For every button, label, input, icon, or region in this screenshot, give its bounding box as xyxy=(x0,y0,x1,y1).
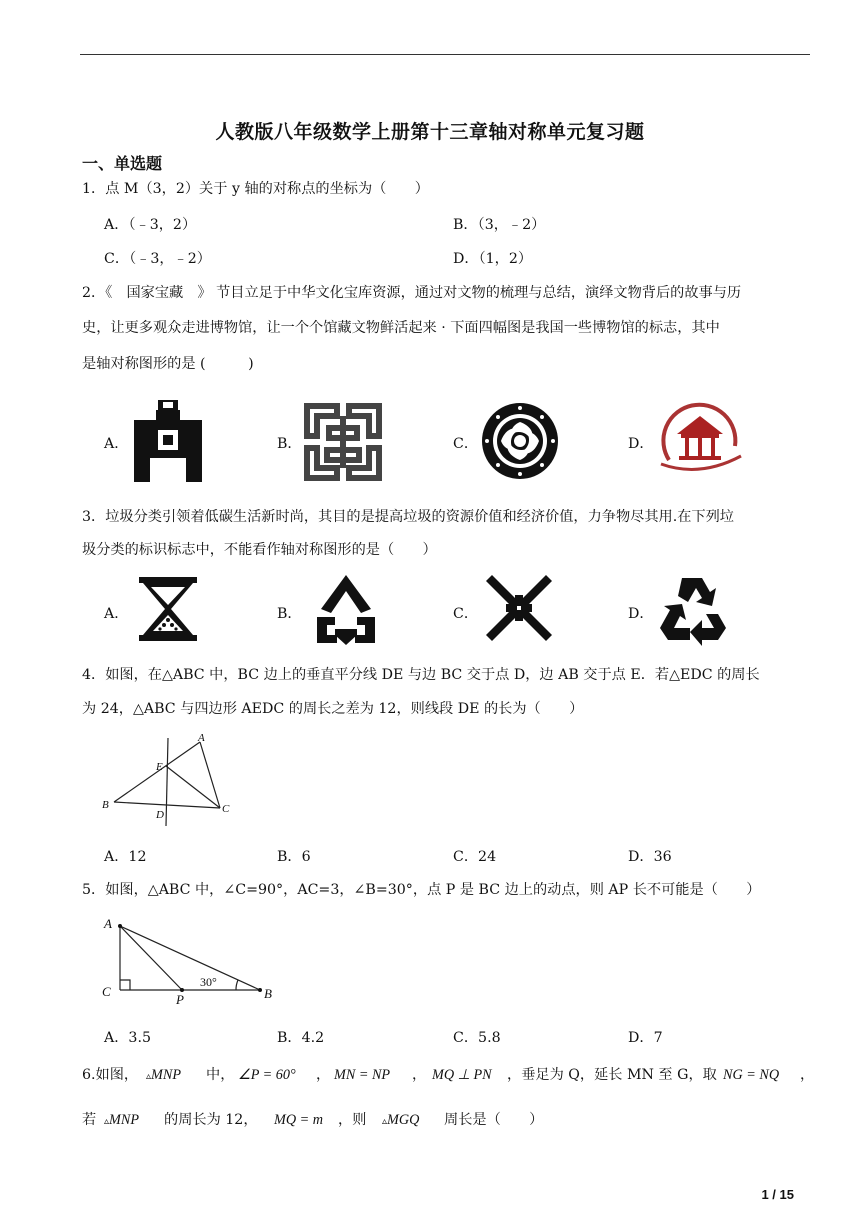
q5-angle-label: 30° xyxy=(200,975,217,989)
q6-triangle-mnp: ▵MNP xyxy=(146,1067,181,1083)
q2-label-a: A． xyxy=(104,436,129,452)
q1-option-a: A．（﹣3，2） xyxy=(104,217,197,233)
page-title: 人教版八年级数学上册第十三章轴对称单元复习题 xyxy=(215,121,645,143)
recycle-arrow-b-icon xyxy=(313,573,379,645)
q5-triangle-figure xyxy=(100,912,280,1007)
q3-label-c: C． xyxy=(453,606,479,622)
q5-label-b: B xyxy=(264,986,272,1001)
q2-line-2: 史，让更多观众走进博物馆，让一个个馆藏文物鲜活起来 · 下面四幅图是我国一些博物馆的标志，其中 xyxy=(82,320,720,336)
q1-stem: 1．点 M（3，2）关于 y 轴的对称点的坐标为（ ） xyxy=(82,181,429,197)
q5-option-c: C．5.8 xyxy=(453,1030,501,1046)
q6-triangle-mnp-label: MNP xyxy=(151,1067,181,1083)
q4-line-2: 为 24，△ABC 与四边形 AEDC 的周长之差为 12，则线段 DE 的长为（ ） xyxy=(82,701,584,717)
q6-triangle-mgq-label: MGQ xyxy=(387,1112,420,1128)
q2-label-c: C． xyxy=(453,436,479,452)
q1-option-d: D．（1，2） xyxy=(453,251,533,267)
q6-comma-1: ， xyxy=(316,1067,331,1083)
q1-option-c: C．（﹣3，﹣2） xyxy=(104,251,211,267)
q5-label-a: A xyxy=(104,916,112,931)
q6-math-mq-m: MQ = m xyxy=(274,1112,323,1128)
section-heading: 一、单选题 xyxy=(82,154,163,173)
q6-text-1: 6.如图， xyxy=(82,1067,139,1083)
q4-line-1: 4．如图，在△ABC 中，BC 边上的垂直平分线 DE 与边 BC 交于点 D，边 AB 交于点 E．若△EDC 的周长 xyxy=(82,667,760,683)
q6-comma-2: ， xyxy=(412,1067,427,1083)
q6-math-mn-np: MN = NP xyxy=(334,1067,391,1083)
q2-label-d: D． xyxy=(628,436,654,452)
q3-line-1: 3．垃圾分类引领着低碳生活新时尚，其目的是提高垃圾的资源价值和经济价值，力争物尽其用.在下列垃 xyxy=(82,509,734,525)
header-rule xyxy=(80,54,810,55)
q6-math-ng-nq: NG = NQ xyxy=(723,1067,780,1083)
q1-option-b: B．（3，﹣2） xyxy=(453,217,546,233)
q4-label-c: C xyxy=(222,803,230,815)
page-number: 1 / 15 xyxy=(761,1187,794,1202)
q3-line-2: 圾分类的标识标志中，不能看作轴对称图形的是（ ） xyxy=(82,542,437,558)
q5-line-1: 5．如图，△ABC 中，∠C=90°，AC=3，∠B=30°，点 P 是 BC 边上的动点，则 AP 长不可能是（ ） xyxy=(82,882,761,898)
q6-triangle-mnp-2-label: MNP xyxy=(109,1112,139,1128)
q4-label-e: E xyxy=(156,761,163,773)
q2-line-1: 2．《 国家宝藏 》 节目立足于中华文化宝库资源，通过对文物的梳理与总结，演绎文物背后的故事与历 xyxy=(82,285,742,301)
q3-label-a: A． xyxy=(104,606,129,622)
q6-text-4: 若 xyxy=(82,1112,97,1128)
q5-label-c: C xyxy=(102,984,111,999)
q5-option-a: A．3.5 xyxy=(104,1030,151,1046)
q4-option-c: C．24 xyxy=(453,849,497,865)
q5-option-d: D．7 xyxy=(628,1030,663,1046)
q6-text-6: ，则 xyxy=(338,1112,367,1128)
q6-math-mq-perp: MQ ⊥ PN xyxy=(432,1067,492,1083)
q6-comma-3: ， xyxy=(800,1067,815,1083)
museum-logo-c-image xyxy=(481,402,559,480)
q4-option-d: D．36 xyxy=(628,849,672,865)
q4-option-a: A．12 xyxy=(104,849,147,865)
q6-triangle-mnp-2: ▵MNP xyxy=(104,1112,139,1128)
q4-label-d: D xyxy=(156,809,164,821)
q4-triangle-figure xyxy=(100,732,240,828)
hourglass-icon xyxy=(137,575,199,643)
q6-math-angle-p: ∠P = 60° xyxy=(238,1067,296,1083)
q3-label-d: D． xyxy=(628,606,654,622)
q6-triangle-mgq: ▵MGQ xyxy=(382,1112,420,1128)
q2-label-b: B． xyxy=(277,436,302,452)
q4-option-b: B．6 xyxy=(277,849,311,865)
q5-label-p: P xyxy=(176,992,184,1007)
museum-logo-d-image xyxy=(655,400,745,474)
recycle-icon xyxy=(656,574,728,642)
q6-text-2: 中， xyxy=(206,1067,235,1083)
cross-arrows-c-icon xyxy=(484,573,554,643)
q4-label-b: B xyxy=(102,799,109,811)
museum-logo-a-image xyxy=(130,398,206,484)
museum-logo-b-image xyxy=(303,402,383,482)
q2-line-3: 是轴对称图形的是 ( ) xyxy=(82,356,254,372)
q6-text-5: 的周长为 12， xyxy=(164,1112,258,1128)
q5-option-b: B．4.2 xyxy=(277,1030,325,1046)
q4-label-a: A xyxy=(198,732,205,744)
q6-text-3: ，垂足为 Q，延长 MN 至 G，取 xyxy=(507,1067,717,1083)
q6-text-7: 周长是（ ） xyxy=(444,1112,544,1128)
q3-label-b: B． xyxy=(277,606,302,622)
